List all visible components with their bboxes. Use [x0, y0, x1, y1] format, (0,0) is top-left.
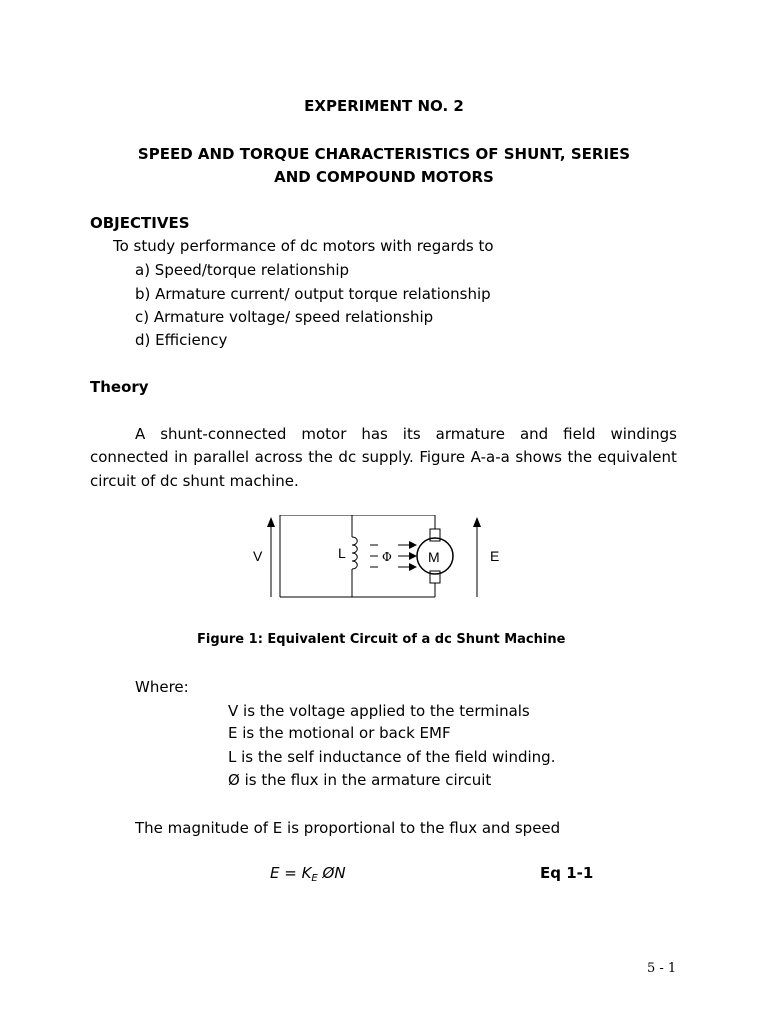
- equation-lhs: E = K: [270, 864, 312, 882]
- motor-brush-bottom: [430, 571, 440, 583]
- word: supply.: [361, 448, 414, 466]
- where-item: E is the motional or back EMF: [228, 724, 451, 742]
- label-phi: Φ: [382, 550, 392, 564]
- experiment-number: EXPERIMENT NO. 2: [304, 97, 464, 115]
- equation-label: Eq 1-1: [540, 864, 594, 882]
- objective-item: a) Speed/torque relationship: [135, 261, 350, 279]
- where-item: Ø is the flux in the armature circuit: [228, 771, 492, 789]
- shunt-machine-circuit-diagram: [250, 515, 510, 607]
- word: across: [254, 448, 303, 466]
- word: the: [567, 448, 593, 466]
- theory-paragraph-line-2: [90, 448, 677, 466]
- word: shunt-connected: [160, 425, 287, 443]
- emf-arrowhead: [473, 517, 481, 527]
- theory-heading: Theory: [90, 378, 149, 396]
- figure-caption: Figure 1: Equivalent Circuit of a dc Shunt Machine: [197, 632, 566, 647]
- label-v: V: [253, 548, 263, 564]
- objectives-intro: To study performance of dc motors with regards to: [113, 237, 494, 255]
- objective-item: d) Efficiency: [135, 331, 228, 349]
- word: motor: [301, 425, 347, 443]
- equation-rhs: ØN: [317, 864, 346, 882]
- word: dc: [338, 448, 357, 466]
- word: and: [519, 425, 549, 443]
- equation: [270, 864, 346, 888]
- word: A: [135, 425, 146, 443]
- word: the: [308, 448, 333, 466]
- word: parallel: [193, 448, 250, 466]
- word: connected: [90, 448, 169, 466]
- label-m: M: [428, 549, 440, 565]
- title-line-2: AND COMPOUND MOTORS: [274, 168, 494, 186]
- word: in: [174, 448, 188, 466]
- word: its: [402, 425, 421, 443]
- inductor-coil-icon: [352, 537, 357, 569]
- where-item: V is the voltage applied to the terminals: [228, 702, 530, 720]
- objective-item: b) Armature current/ output torque relationship: [135, 285, 491, 303]
- where-item: L is the self inductance of the field winding.: [228, 748, 556, 766]
- where-heading: Where:: [135, 678, 189, 696]
- objectives-heading: OBJECTIVES: [90, 214, 190, 232]
- equation-subscript: E: [311, 873, 318, 884]
- label-l: L: [338, 545, 346, 561]
- theory-paragraph-line-1: [135, 425, 677, 443]
- objective-item: c) Armature voltage/ speed relationship: [135, 308, 434, 326]
- voltage-arrowhead: [267, 517, 275, 527]
- title-line-1: SPEED AND TORQUE CHARACTERISTICS OF SHUNT, SERIES: [137, 145, 631, 163]
- motor-brush-top: [430, 529, 440, 541]
- label-e: E: [490, 548, 500, 564]
- word: A-a-a: [470, 448, 510, 466]
- word: field: [563, 425, 596, 443]
- word: has: [361, 425, 388, 443]
- word: shows: [515, 448, 562, 466]
- equation-intro: The magnitude of E is proportional to the flux and speed: [135, 819, 561, 837]
- word: windings: [610, 425, 677, 443]
- page-number: 5 - 1: [647, 961, 677, 976]
- word: armature: [435, 425, 505, 443]
- theory-paragraph-line-3: circuit of dc shunt machine.: [90, 472, 299, 490]
- word: Figure: [419, 448, 466, 466]
- word: equivalent: [597, 448, 677, 466]
